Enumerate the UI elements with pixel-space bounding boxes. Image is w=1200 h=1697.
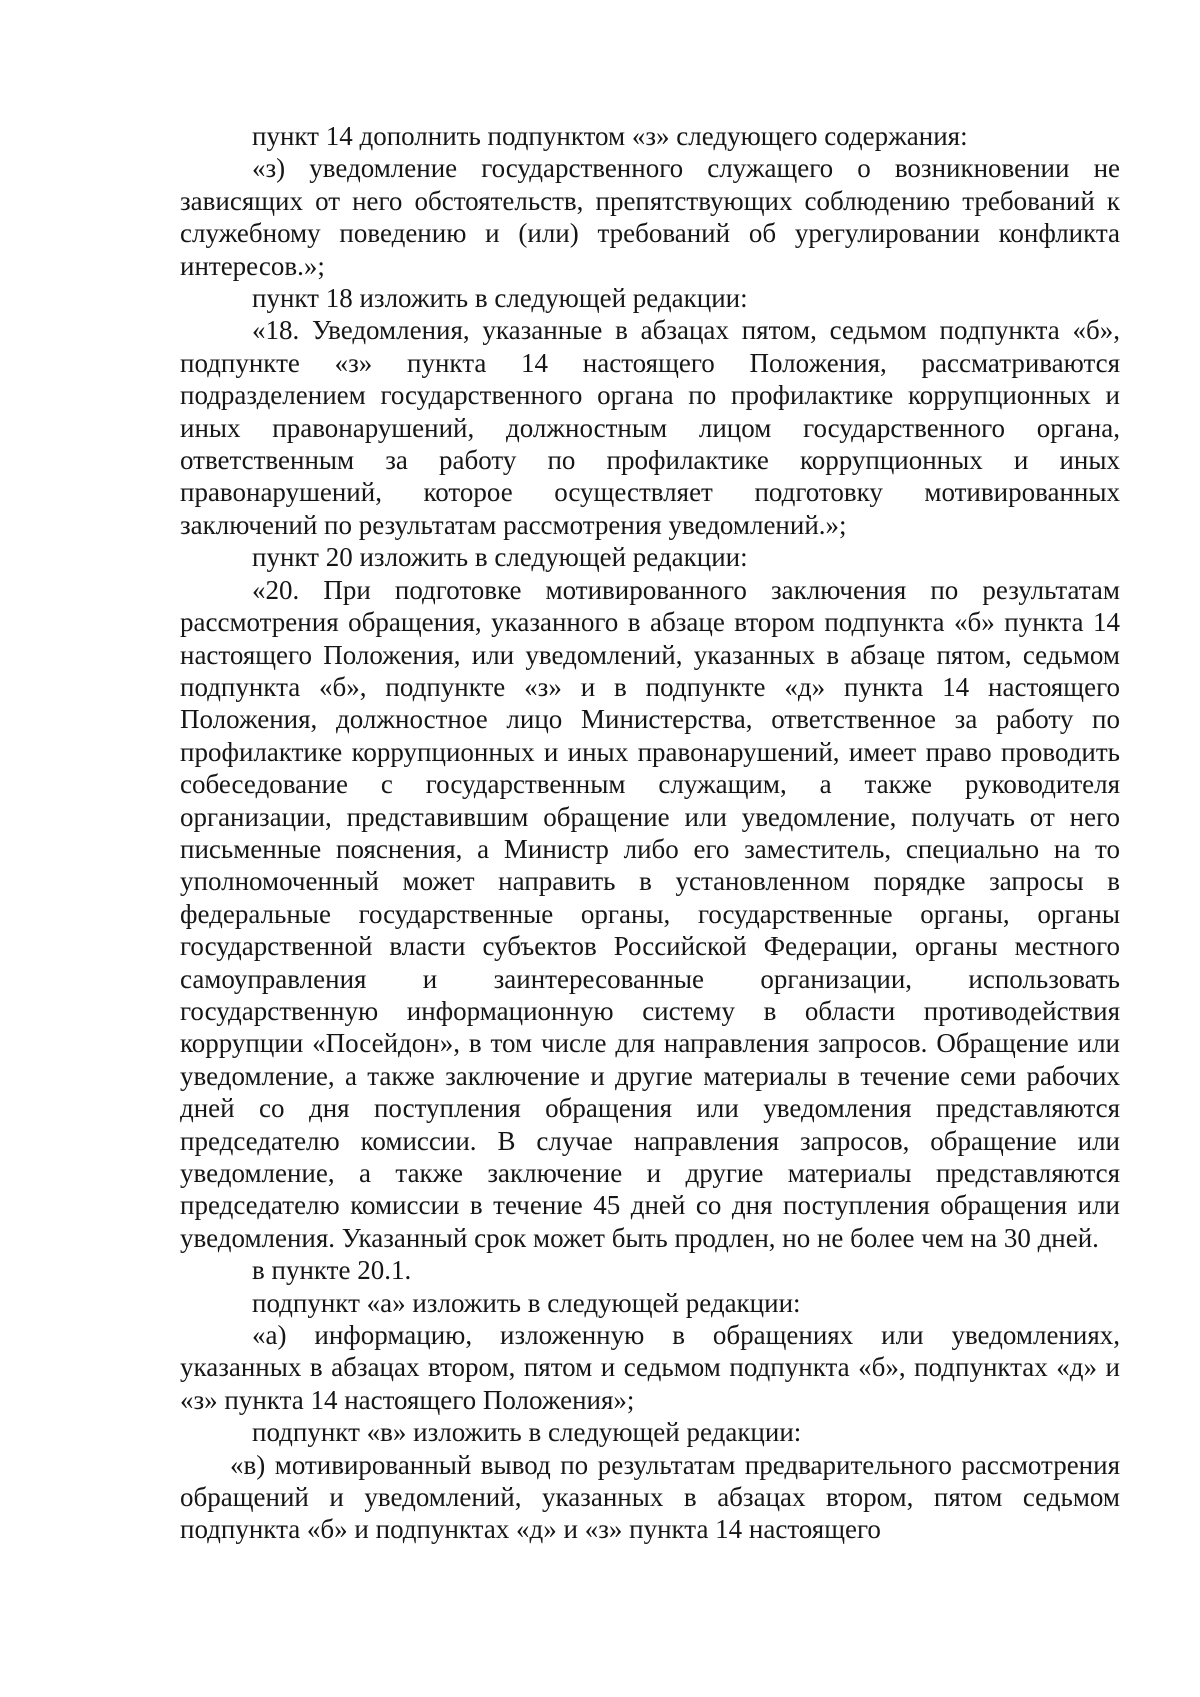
document-body (180, 120, 1120, 1546)
paragraph-7: в пункте 20.1. (252, 1255, 412, 1286)
paragraph-4: «18. Уведомления, указанные в абзацах пятом, седьмом подпункта «б», подпункте «з» пункта 14 настоящего Положения, рассматриваются подразделением государственного органа по профилактике коррупционных и иных правонарушений, должностным лицом государственного органа, ответственным за работу по профилактике коррупционных и иных правонарушений, которое осуществляет подготовку мотивированных заключений по результатам рассмотрения уведомлений.»; (180, 315, 1120, 540)
paragraph-10: подпункт «в» изложить в следующей редакции: (252, 1417, 802, 1448)
paragraph-2: «з) уведомление государственного служащего о возникновении не зависящих от него обстоятельств, препятствующих соблюдению требований к служебному поведению и (или) требований об урегулировании конфликта интересов.»; (180, 153, 1120, 281)
paragraph-6: «20. При подготовке мотивированного заключения по результатам рассмотрения обращения, указанного в абзаце втором подпункта «б» пункта 14 настоящего Положения, или уведомлений, указанных в абзаце пятом, седьмом подпункта «б», подпункте «з» и в подпункте «д» пункта 14 настоящего Положения, должностное лицо Министерства, ответственное за работу по профилактике коррупционных и иных правонарушений, имеет право проводить собеседование с государственным служащим, а также руководителя организации, представившим обращение или уведомление, получать от него письменные пояснения, а Министр либо его заместитель, специально на то уполномоченный может направить в установленном порядке запросы в федеральные государственные органы, государственные органы, органы государственной власти субъектов Российской Федерации, органы местного самоуправления и заинтересованные организации, использовать государственную информационную систему в области противодействия коррупции «Посейдон», в том числе для направления запросов. Обращение или уведомление, а также заключение и другие материалы в течение семи рабочих дней со дня поступления обращения или уведомления представляются председателю комиссии. В случае направления запросов, обращение или уведомление, а также заключение и другие материалы представляются председателю комиссии в течение 45 дней со дня поступления обращения или уведомления. Указанный срок может быть продлен, но не более чем на 30 дней. (180, 574, 1120, 1253)
paragraph-9: «а) информацию, изложенную в обращениях или уведомлениях, указанных в абзацах втором, пятом и седьмом подпункта «б», подпунктах «д» и «з» пункта 14 настоящего Положения»; (180, 1320, 1120, 1415)
paragraph-1: пункт 14 дополнить подпунктом «з» следующего содержания: (252, 121, 968, 151)
paragraph-8: подпункт «а» изложить в следующей редакции: (252, 1287, 801, 1318)
paragraph-3: пункт 18 изложить в следующей редакции: (252, 283, 748, 314)
paragraph-11: «в) мотивированный вывод по результатам предварительного рассмотрения обращений и уведомлений, указанных в абзацах втором, пятом седьмом подпункта «б» и подпунктах «д» и «з» пункта 14 настоящего (180, 1449, 1120, 1545)
paragraph-5: пункт 20 изложить в следующей редакции: (252, 542, 748, 573)
